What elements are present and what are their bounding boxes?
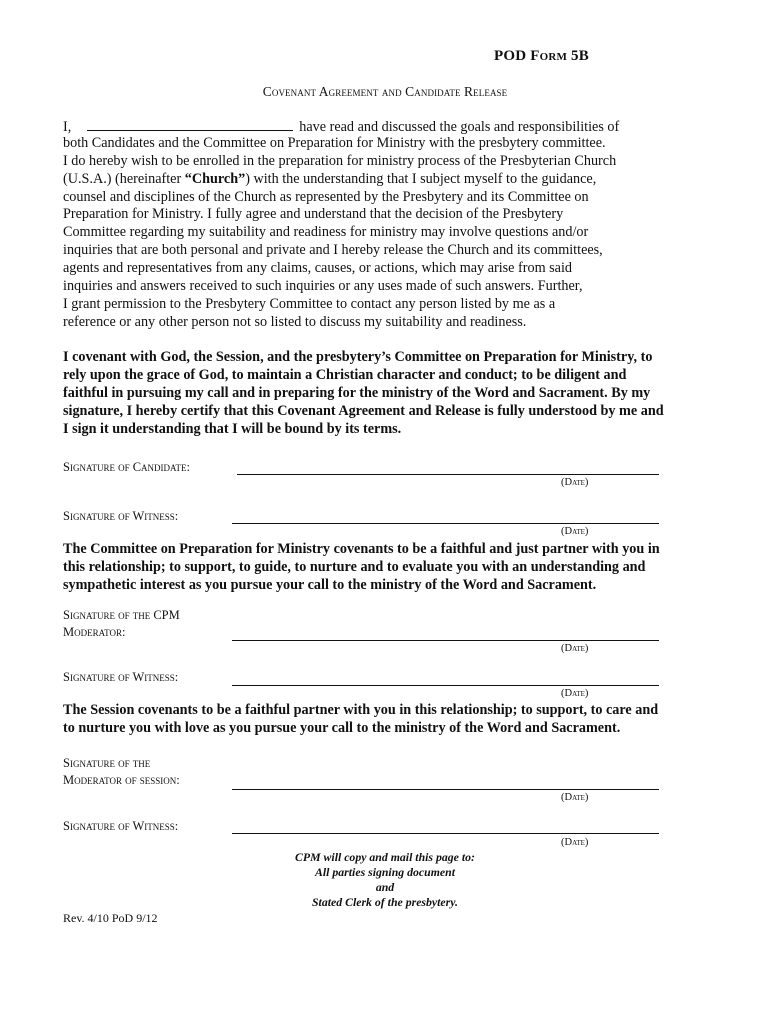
witness-3-signature-line[interactable]: [232, 833, 659, 834]
session-covenant: [63, 701, 723, 737]
session-covenant-line: The Session covenants to be a faithful partner with you in this relationship; to support, to care and: [63, 702, 659, 718]
release-text: (U.S.A.) (hereinafter: [63, 170, 185, 187]
release-line-10: I grant permission to the Presbytery Committee to contact any person listed by me as a: [63, 295, 556, 312]
witness-1-signature-line[interactable]: [232, 523, 659, 524]
witness-1-signature-label: Signature of Witness:: [63, 509, 179, 523]
cpm-moderator-label-line1: Signature of the CPM: [63, 608, 180, 622]
cpm-moderator-label-line2: Moderator:: [63, 625, 126, 639]
release-line-11: reference or any other person not so listed to discuss my suitability and readiness.: [63, 313, 527, 330]
mailing-instructions-line: CPM will copy and mail this page to:: [295, 850, 475, 864]
release-line-4: counsel and disciplines of the Church as represented by the Presbytery and its Committee on: [63, 188, 589, 205]
cpm-moderator-date-label: (Date): [561, 643, 589, 654]
revision-note: Rev. 4/10 PoD 9/12: [63, 911, 158, 925]
session-moderator-label: [63, 755, 180, 789]
cpm-covenant-line: sympathetic interest as you pursue your call to the ministry of the Word and Sacrament.: [63, 577, 597, 593]
cpm-covenant: [63, 540, 723, 594]
candidate-covenant-line: I covenant with God, the Session, and the presbytery’s Committee on Preparation for Ministry, to: [63, 349, 653, 365]
candidate-signature-line[interactable]: [237, 474, 659, 475]
mailing-instructions-line: Stated Clerk of the presbytery.: [311, 895, 459, 909]
release-text: have read and discussed the goals and responsibilities of: [299, 119, 620, 135]
cpm-covenant-line: this relationship; to support, to guide, to nurture and to evaluate you with an understanding and: [63, 559, 646, 575]
release-text: ) with the understanding that I subject myself to the guidance,: [245, 170, 597, 187]
candidate-covenant-line: signature, I hereby certify that this Covenant Agreement and Release is fully understood by me and: [63, 403, 664, 419]
cpm-covenant-line: The Committee on Preparation for Ministry covenants to be a faithful and just partner with you in: [63, 541, 660, 557]
release-line-2: I do hereby wish to be enrolled in the preparation for ministry process of the Presbyterian Church: [63, 152, 617, 169]
candidate-name-blank[interactable]: [87, 117, 293, 131]
release-line-1: both Candidates and the Committee on Preparation for Ministry with the presbytery committee.: [63, 134, 606, 151]
witness-1-date-label: (Date): [561, 526, 589, 537]
mailing-instructions-line: and: [375, 880, 395, 894]
release-line-9: inquiries and answers received to such inquiries or any uses made of such answers. Further,: [63, 278, 583, 295]
form-number-prefix: POD: [494, 48, 531, 64]
form-number: [494, 48, 589, 65]
session-moderator-label-line1: Signature of the: [63, 756, 151, 770]
release-line-5: Preparation for Ministry. I fully agree and understand that the decision of the Presbytery: [63, 206, 564, 223]
candidate-covenant-line: rely upon the grace of God, to maintain a Christian character and conduct; to be diligent and: [63, 367, 627, 383]
candidate-date-label: (Date): [561, 477, 589, 488]
release-line-7: inquiries that are both personal and private and I hereby release the Church and its committees,: [63, 242, 603, 259]
witness-3-signature-label: Signature of Witness:: [63, 819, 179, 833]
form-number-word: Form: [530, 48, 568, 64]
release-lead: I,: [63, 119, 72, 135]
cpm-moderator-signature-line[interactable]: [232, 640, 659, 641]
witness-2-date-label: (Date): [561, 688, 589, 699]
document-title-text: Covenant Agreement and Candidate Release: [262, 84, 508, 99]
mailing-instructions: [240, 850, 530, 910]
release-line-0: [63, 117, 663, 135]
candidate-covenant: [63, 348, 723, 438]
release-paragraph: [63, 117, 663, 332]
candidate-covenant-line: I sign it understanding that I will be bound by its terms.: [63, 421, 402, 437]
church-defined-term: “Church”: [184, 170, 246, 187]
document-title: [0, 84, 770, 100]
session-moderator-date-label: (Date): [561, 792, 589, 803]
witness-3-date-label: (Date): [561, 837, 589, 848]
candidate-covenant-line: faithful in pursuing my call and in preparing for the ministry of the Word and Sacrament. By my: [63, 385, 651, 401]
release-line-8: agents and representatives from any claims, causes, or actions, which may arise from said: [63, 260, 573, 277]
candidate-signature-label: Signature of Candidate:: [63, 460, 191, 474]
witness-2-signature-label: Signature of Witness:: [63, 670, 179, 684]
witness-2-signature-line[interactable]: [232, 685, 659, 686]
release-line-6: Committee regarding my suitability and readiness for ministry may involve questions and/or: [63, 224, 589, 241]
session-moderator-signature-line[interactable]: [232, 789, 659, 790]
session-moderator-label-line2: Moderator of session:: [63, 773, 180, 787]
form-number-suffix: 5B: [567, 48, 589, 64]
cpm-moderator-label: [63, 607, 180, 641]
mailing-instructions-line: All parties signing document: [315, 865, 455, 879]
release-line-3: [63, 171, 663, 189]
session-covenant-line: to nurture you with love as you pursue your call to the ministry of the Word and Sacrament.: [63, 720, 621, 736]
